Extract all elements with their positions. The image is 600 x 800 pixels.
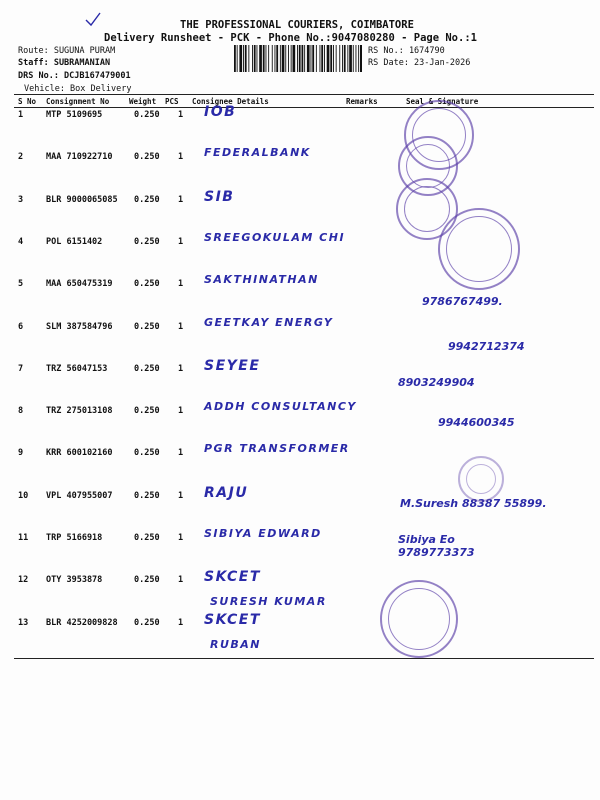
rs-date: RS Date: 23-Jan-2026 bbox=[368, 58, 471, 68]
table-row bbox=[0, 611, 600, 660]
row-weight: 0.250 bbox=[134, 575, 160, 586]
row-consignment-no: TRZ 275013108 bbox=[46, 406, 113, 417]
row-pcs: 1 bbox=[178, 279, 184, 290]
row-pcs: 1 bbox=[178, 490, 184, 501]
row-pcs: 1 bbox=[178, 406, 184, 417]
row-weight: 0.250 bbox=[134, 236, 160, 247]
row-consignee: SKCET bbox=[204, 611, 261, 628]
company-seal-5 bbox=[458, 456, 504, 502]
row-pcs: 1 bbox=[178, 152, 184, 163]
row-consignee: SEYEE bbox=[204, 357, 261, 374]
row-consignee: FEDERALBANK bbox=[204, 146, 311, 160]
row-consignee: SKCET bbox=[204, 569, 261, 586]
row-sno: 12 bbox=[18, 575, 29, 586]
row-consignment-no: VPL 407955007 bbox=[46, 490, 113, 501]
row-consignment-no: MAA 710922710 bbox=[46, 152, 113, 163]
vehicle-label: Vehicle: Box Delivery bbox=[24, 84, 132, 94]
company-seal-4 bbox=[438, 208, 520, 290]
row-consignee: GEETKAY ENERGY bbox=[204, 315, 334, 329]
col-consignment: Consignment No bbox=[46, 97, 110, 106]
col-pcs: PCS bbox=[165, 97, 179, 106]
row-pcs: 1 bbox=[178, 194, 184, 205]
row-weight: 0.250 bbox=[134, 448, 160, 459]
table-bottom-rule bbox=[14, 658, 594, 659]
barcode-icon bbox=[234, 45, 362, 72]
row-sno: 9 bbox=[18, 448, 24, 459]
row-consignment-no: POL 6151402 bbox=[46, 236, 103, 247]
row-consignee-secondary: RUBAN bbox=[210, 637, 262, 651]
table-row bbox=[0, 527, 600, 575]
row-pcs: 1 bbox=[178, 236, 184, 247]
row-consignee: ADDH CONSULTANCY bbox=[204, 400, 357, 414]
header-rule-bottom bbox=[14, 107, 594, 108]
drs-number: DRS No.: DCJB167479001 bbox=[18, 71, 131, 81]
row-consignment-no: BLR 9000065085 bbox=[46, 194, 118, 205]
row-sno: 10 bbox=[18, 490, 29, 501]
col-consignee: Consignee Details bbox=[192, 97, 269, 106]
route-label: Route: SUGUNA PURAM bbox=[18, 46, 116, 56]
rs-number: RS No.: 1674790 bbox=[368, 46, 445, 56]
row-weight: 0.250 bbox=[134, 406, 160, 417]
col-seal-signature: Seal & Signature bbox=[406, 97, 479, 106]
row-weight: 0.250 bbox=[134, 279, 160, 290]
row-consignee: IOB bbox=[204, 104, 237, 120]
row-signature: 9786767499. bbox=[422, 295, 503, 309]
row-consignee-secondary: SURESH KUMAR bbox=[210, 595, 327, 609]
document-subtitle: Delivery Runsheet - PCK - Phone No.:9047080280 - Page No.:1 bbox=[104, 32, 477, 44]
col-sno: S No bbox=[18, 97, 37, 106]
row-signature: Sibiya Eo 9789773373 bbox=[398, 533, 475, 559]
row-signature: 9942712374 bbox=[448, 339, 525, 353]
row-pcs: 1 bbox=[178, 448, 184, 459]
row-pcs: 1 bbox=[178, 363, 184, 374]
row-consignment-no: KRR 600102160 bbox=[46, 448, 113, 459]
row-weight: 0.250 bbox=[134, 617, 160, 628]
row-consignment-no: TRP 5166918 bbox=[46, 533, 103, 543]
row-sno: 8 bbox=[18, 406, 24, 417]
row-sno: 3 bbox=[18, 194, 24, 205]
row-signature: M.Suresh 88387 55899. bbox=[400, 496, 547, 510]
col-remarks: Remarks bbox=[346, 97, 378, 106]
table-row bbox=[0, 146, 600, 194]
row-pcs: 1 bbox=[178, 321, 184, 332]
row-weight: 0.250 bbox=[134, 194, 160, 205]
row-consignee: SAKTHINATHAN bbox=[204, 273, 319, 287]
row-consignee: SREEGOKULAM CHI bbox=[204, 230, 346, 244]
table-row bbox=[0, 442, 600, 490]
row-sno: 7 bbox=[18, 363, 24, 374]
row-weight: 0.250 bbox=[134, 363, 160, 374]
row-sno: 5 bbox=[18, 279, 24, 290]
check-mark-icon bbox=[84, 10, 102, 28]
row-pcs: 1 bbox=[178, 533, 184, 543]
row-sno: 13 bbox=[18, 617, 29, 628]
row-signature: 9944600345 bbox=[438, 416, 515, 430]
staff-label: Staff: SUBRAMANIAN bbox=[18, 58, 111, 68]
row-consignee: SIB bbox=[204, 188, 235, 205]
row-consignee: RAJU bbox=[204, 484, 249, 501]
row-consignee: SIBIYA EDWARD bbox=[204, 527, 322, 540]
row-sno: 6 bbox=[18, 321, 24, 332]
table-row bbox=[0, 315, 600, 364]
row-consignment-no: MTP 5109695 bbox=[46, 110, 103, 120]
row-weight: 0.250 bbox=[134, 152, 160, 163]
row-consignee: PGR TRANSFORMER bbox=[204, 442, 350, 456]
row-consignment-no: TRZ 56047153 bbox=[46, 363, 108, 374]
row-signature: 8903249904 bbox=[398, 375, 475, 389]
header-rule-top bbox=[14, 94, 594, 95]
row-sno: 4 bbox=[18, 236, 24, 247]
row-weight: 0.250 bbox=[134, 321, 160, 332]
row-pcs: 1 bbox=[178, 575, 184, 586]
row-pcs: 1 bbox=[178, 617, 184, 628]
row-consignment-no: SLM 387584796 bbox=[46, 321, 113, 332]
row-sno: 11 bbox=[18, 533, 29, 543]
row-weight: 0.250 bbox=[134, 110, 160, 120]
company-seal-6 bbox=[380, 580, 458, 658]
row-consignment-no: OTY 3953878 bbox=[46, 575, 103, 586]
row-consignment-no: BLR 4252009828 bbox=[46, 617, 118, 628]
row-weight: 0.250 bbox=[134, 490, 160, 501]
row-sno: 1 bbox=[18, 110, 24, 120]
table-row bbox=[0, 569, 600, 617]
col-weight: Weight bbox=[129, 97, 157, 106]
row-weight: 0.250 bbox=[134, 533, 160, 543]
row-sno: 2 bbox=[18, 152, 24, 163]
row-consignment-no: MAA 650475319 bbox=[46, 279, 113, 290]
document-title: THE PROFESSIONAL COURIERS, COIMBATORE bbox=[180, 19, 414, 31]
row-pcs: 1 bbox=[178, 110, 184, 120]
